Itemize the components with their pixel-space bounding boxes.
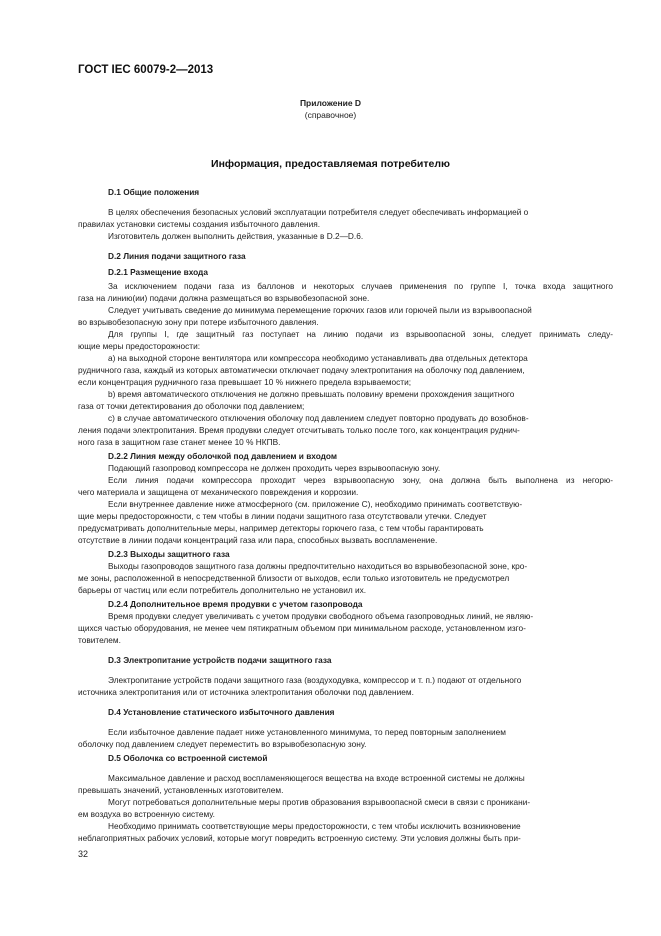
body-text-line (0, 560, 661, 572)
annex-title: Приложение D (299, 98, 362, 108)
text-line-content: газа на линию(ии) подачи должна размещаться во взрывобезопасной зоне. (78, 293, 370, 303)
text-line-content: щихся частью оборудования, не менее чем пятикратным объемом при минимальном расходе, установленном изго- (78, 623, 526, 633)
section-heading (0, 548, 661, 560)
section-heading (0, 654, 661, 666)
body-text-line (0, 808, 661, 820)
text-line-content: D.2.4 Дополнительное время продувки с учетом газопровода (108, 599, 363, 609)
body-text-line (0, 316, 661, 328)
section-heading (0, 250, 661, 262)
text-line-content: За исключением подачи газа из баллонов и некоторых случаев применения по группе I, точка входа защитного (108, 281, 613, 291)
body-text-line (0, 610, 661, 622)
text-line-content: предусматривать дополнительные меры, например детекторы горючего газа, с тем чтобы гарантировать (78, 523, 484, 533)
text-line-content: D.3 Электропитание устройств подачи защитного газа (108, 655, 332, 665)
body-text-line (0, 388, 661, 400)
text-line-content: Время продувки следует увеличивать с учетом продувки свободного объема газопроводных линий, не являю- (108, 611, 534, 621)
section-heading (0, 266, 661, 278)
text-line-content: Следует учитывать сведение до минимума перемещение горючих газов или горючей пыли из взрывоопасной (108, 305, 532, 315)
text-line-content: источника электропитания или от источника электропитания оболочки под давлением. (78, 687, 414, 697)
body-text-line (0, 304, 661, 316)
text-line-content: Подающий газопровод компрессора не должен проходить через взрывоопасную зону. (108, 463, 441, 473)
body-text-line (0, 474, 661, 486)
body-text-line (0, 328, 661, 340)
body-text-line (0, 634, 661, 646)
body-text-line (0, 352, 661, 364)
text-line-content: Электропитание устройств подачи защитного газа (воздуходувка, компрессор и т. п.) подают от отдельного (108, 675, 522, 685)
text-line-content: ного газа в защитном газе станет менее 10 % НКПВ. (78, 437, 281, 447)
body-text-line (0, 280, 661, 292)
body-text-line (0, 686, 661, 698)
body-text-line (0, 738, 661, 750)
text-line-content: если концентрация рудничного газа превышает 10 % нижнего предела взрываемости; (78, 377, 412, 387)
document-header-standard: ГОСТ IEC 60079-2—2013 (78, 64, 214, 76)
section-heading (0, 598, 661, 610)
text-line-content: Выходы газопроводов защитного газа должны предпочтительно находиться во взрывобезопасной зоне, кро- (108, 561, 528, 571)
text-line-content: ме зоны, расположенной в непосредственной близости от выходов, если только изготовитель не предусмотрел (78, 573, 510, 583)
section-heading (0, 186, 661, 198)
text-line-content: рудничного газа, каждый из которых автоматически отключает подачу электропитания на оболочку под давлением, (78, 365, 525, 375)
annex-subtitle: (справочное) (304, 110, 357, 120)
text-line-content: c) в случае автоматического отключения оболочку под давлением следует повторно продувать до возобнов- (108, 413, 529, 423)
body-text-line (0, 522, 661, 534)
body-text-line (0, 436, 661, 448)
text-line-content: во взрывобезопасную зону при потере избыточного давления. (78, 317, 319, 327)
body-text-line (0, 534, 661, 546)
text-line-content: D.5 Оболочка со встроенной системой (108, 753, 268, 763)
body-text-line (0, 400, 661, 412)
text-line-content: ющие меры предосторожности: (78, 341, 201, 351)
text-line-content: Максимальное давление и расход воспламеняющегося вещества на входе встроенной системы не должны (108, 773, 525, 783)
section-heading (0, 450, 661, 462)
body-text-line (0, 206, 661, 218)
text-line-content: Если избыточное давление падает ниже установленного минимума, то перед повторным заполнением (108, 727, 506, 737)
text-line-content: отсутствие в линии подачи концентраций газа или пара, способных вызвать воспламенение. (78, 535, 438, 545)
text-line-content: D.2.2 Линия между оболочкой под давлением и входом (108, 451, 338, 461)
body-text-line (0, 424, 661, 436)
text-line-content: Для группы I, где защитный газ поступает на линию подачи из взрывоопасной зоны, следует принимать следу- (108, 329, 614, 339)
text-line-content: D.2.1 Размещение входа (108, 267, 208, 277)
page-number: 32 (78, 849, 89, 859)
text-line-content: D.2 Линия подачи защитного газа (108, 251, 246, 261)
body-text-line (0, 462, 661, 474)
body-text-line (0, 784, 661, 796)
text-line-content: Если линия подачи компрессора проходит через взрывоопасную зону, она должна быть выполнена из негорю- (108, 475, 613, 485)
body-text-line (0, 230, 661, 242)
text-line-content: щие меры предосторожности, с тем чтобы в линии подачи защитного газа отсутствовали утечки. Следует (78, 511, 487, 521)
body-text-line (0, 572, 661, 584)
body-text-line (0, 832, 661, 844)
body-text-line (0, 674, 661, 686)
section-heading (0, 752, 661, 764)
body-text-line (0, 622, 661, 634)
text-line-content: D.4 Установление статического избыточного давления (108, 707, 335, 717)
body-text-line (0, 292, 661, 304)
section-main-title: Информация, предоставляемая потребителю (211, 158, 450, 170)
text-line-content: барьеры от частиц или если потребитель дополнительно не установил их. (78, 585, 367, 595)
body-text-line (0, 510, 661, 522)
body-text-line (0, 820, 661, 832)
body-text-line (0, 486, 661, 498)
text-line-content: превышать значений, установленных изготовителем. (78, 785, 284, 795)
text-line-content: правилах установки системы создания избыточного давления. (78, 219, 321, 229)
body-text-line (0, 364, 661, 376)
text-line-content: В целях обеспечения безопасных условий эксплуатации потребителя следует обеспечивать информацией о (108, 207, 529, 217)
text-line-content: D.2.3 Выходы защитного газа (108, 549, 230, 559)
text-line-content: Если внутреннее давление ниже атмосферного (см. приложение C), необходимо принимать соответствую- (108, 499, 523, 509)
section-heading (0, 706, 661, 718)
text-line-content: Могут потребоваться дополнительные меры против образования взрывоопасной смеси в связи с проникани- (108, 797, 531, 807)
text-line-content: b) время автоматического отключения не должно превышать половину времени прохождения защитного (108, 389, 515, 399)
text-line-content: ем воздуха во встроенную систему. (78, 809, 215, 819)
body-text-line (0, 772, 661, 784)
text-line-content: чего материала и защищена от механического повреждения и коррозии. (78, 487, 359, 497)
body-text-line (0, 796, 661, 808)
text-line-content: a) на выходной стороне вентилятора или компрессора необходимо устанавливать два отдельных детектора (108, 353, 528, 363)
body-text-line (0, 726, 661, 738)
text-line-content: Изготовитель должен выполнить действия, указанные в D.2—D.6. (108, 231, 364, 241)
text-line-content: неблагоприятных рабочих условий, которые могут повредить встроенную систему. Эти условия должны быть при- (78, 833, 521, 843)
text-line-content: D.1 Общие положения (108, 187, 200, 197)
text-line-content: Необходимо принимать соответствующие меры предосторожности, с тем чтобы исключить возникновение (108, 821, 521, 831)
body-text-line (0, 376, 661, 388)
body-text-line (0, 584, 661, 596)
text-line-content: ления подачи электропитания. Время продувки следует отсчитывать только после того, как концентрация руднич- (78, 425, 520, 435)
body-text-line (0, 218, 661, 230)
body-text-line (0, 498, 661, 510)
text-line-content: газа от точки детектирования до оболочки под давлением; (78, 401, 305, 411)
body-text-line (0, 340, 661, 352)
body-text-line (0, 412, 661, 424)
text-line-content: оболочку под давлением следует переместить во взрывобезопасную зону. (78, 739, 367, 749)
text-line-content: товителем. (78, 635, 121, 645)
